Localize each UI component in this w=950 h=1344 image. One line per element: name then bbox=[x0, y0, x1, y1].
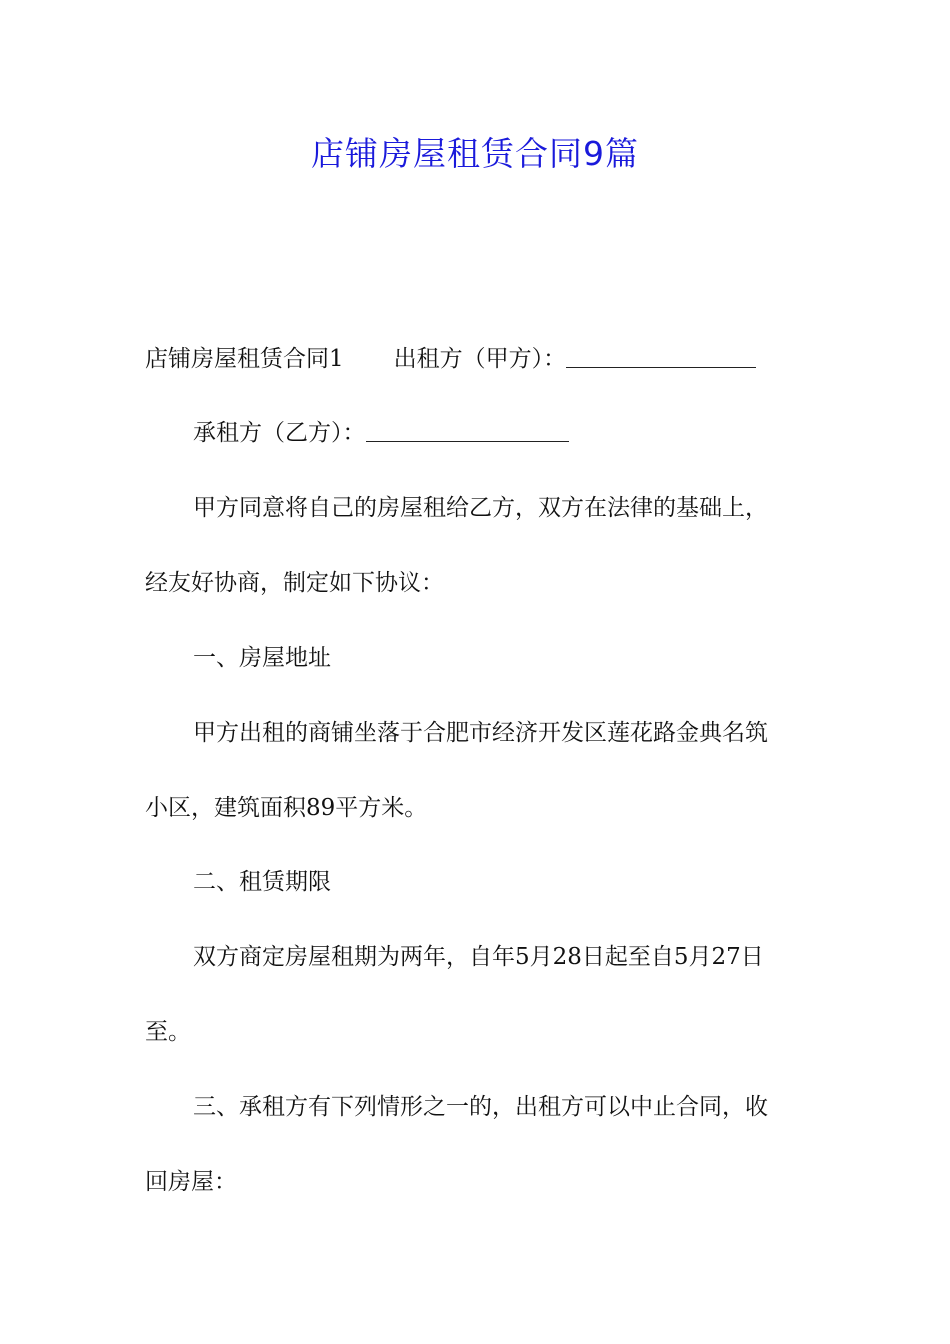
paragraph-line: 经友好协商，制定如下协议： bbox=[145, 570, 444, 596]
section-heading: 二、租赁期限 bbox=[193, 869, 331, 895]
contract-heading: 店铺房屋租赁合同1 bbox=[145, 346, 344, 372]
lessor-label: 出租方（甲方）： bbox=[393, 346, 567, 372]
paragraph-line: 小区，建筑面积89平方米。 bbox=[145, 795, 428, 821]
paragraph-line: 甲方出租的商铺坐落于合肥市经济开发区莲花路金典名筑 bbox=[193, 720, 768, 746]
paragraph-line: 双方商定房屋租期为两年，自年5月28日起至自5月27日 bbox=[193, 944, 764, 970]
heading-line bbox=[145, 342, 825, 376]
lessee-blank bbox=[366, 419, 569, 442]
lessee-line bbox=[193, 416, 873, 450]
section-heading: 一、房屋地址 bbox=[193, 645, 331, 671]
document-title: 店铺房屋租赁合同9篇 bbox=[311, 134, 639, 173]
section-heading: 三、承租方有下列情形之一的，出租方可以中止合同，收 bbox=[193, 1094, 768, 1120]
lessor-blank bbox=[566, 345, 756, 368]
paragraph-line: 甲方同意将自己的房屋租给乙方，双方在法律的基础上， bbox=[193, 495, 768, 521]
paragraph-line: 至。 bbox=[145, 1019, 191, 1045]
paragraph-line: 回房屋： bbox=[145, 1169, 237, 1195]
lessee-label: 承租方（乙方）： bbox=[193, 420, 366, 446]
